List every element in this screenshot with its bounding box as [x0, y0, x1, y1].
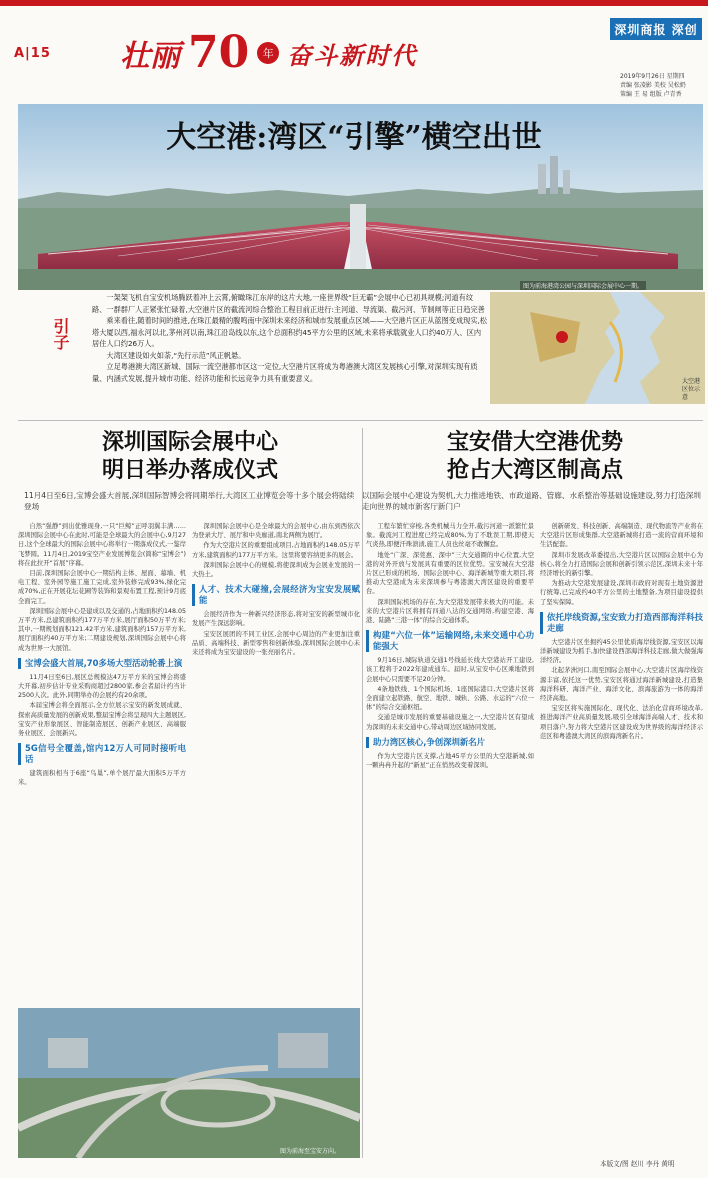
body-paragraph: 深圳国际会展中心的规模,将使深圳成为会展业发展的一大热土。	[192, 561, 360, 579]
banner-number: 70	[188, 27, 250, 78]
article-2-title-line: 宝安借大空港优势	[446, 429, 623, 455]
body-paragraph: 深圳国际会展中心是建成以及交通的,占地面积约148.05万平方米,总建筑面积约177万平方米,展厅面积50万平方米;其中,一期规划面积121.42平方米,建筑面积约157万平方米,展厅面积约40万平方米;二期建设规划,深圳国际会展中心将成为世界一大展馆。	[18, 607, 186, 652]
article-1-subtitle: 11月4日至6日,宝博会盛大首展,深圳国际智博会将同期举行,大湾区工业博览会等十多个展会将陆续登场	[24, 491, 355, 511]
body-paragraph: 本届宝博会将全面展示,全方位展示宝安的新发展成就、探索高质量发展的创新成果,整届宝博会将呈现四大主题展区,宝安产业形象展区、智能制造展区、创新产业展区、高端服务业展区、会展新兴。	[18, 702, 186, 738]
intro-paragraph: 立足粤港澳大湾区新城、国际一流空港都市区这一定位,大空港片区将成为粤港澳大湾区发展核心引擎,对深圳实现有质量、内涵式发展,提升城市功能、经济功能和长远竞争力具有重要意义。	[92, 362, 478, 383]
banner-year-badge: 年	[257, 42, 279, 64]
hero-caption: 图为前海港湾公园与深圳国际会展中心一期。	[520, 281, 646, 290]
byline: 本版文/图 赵川 李丹 黄明	[600, 1160, 675, 1168]
section-heading: 依托岸线资源,宝安致力打造西部海洋科技走廊	[540, 612, 703, 634]
article-1-column-2	[192, 522, 360, 658]
meta-line: 责编 张凌影 美校 吴松奶	[620, 82, 686, 89]
banner-word: 壮丽	[120, 39, 180, 74]
meta-line: 2019年9月26日 星期四	[620, 73, 685, 80]
section-heading: 构建“六位一体”运输网络,未来交通中心功能强大	[366, 630, 534, 652]
body-paragraph: 9月16日,城际轨道交通1号线延长线大空港站开工建设,该工程将于2022年建成通车。届时,从宝安中心区乘地铁到会展中心只需要不足20分钟。	[366, 657, 534, 683]
section-heading: 人才、技术大碰撞,会展经济为宝安发展赋能	[192, 584, 360, 606]
intro-paragraph: 一架架飞机自宝安机场腾跃着冲上云霄,俯瞰珠江东岸的这片大地,一座世界级“巨无霸”会展中心已初具规模;河道有纹路、一群群厂人正紧张忙碌着,大空港片区的截流河综合整治工程目前正进行:主河道、导流渠、截污河、节制闸等正日趋完善	[92, 293, 485, 314]
photo-caption: 图为前海至宝安方向。	[280, 1148, 341, 1155]
body-paragraph: 宝安区展团的不同工业区,会展中心周边的产业更加注重品质、高端科技、新型零售和创新体验,深圳国际会展中心未来还将成为宝安建设的一张亮丽名片。	[192, 630, 360, 657]
anniversary-banner	[120, 28, 490, 78]
body-paragraph: 北起茅洲河口,南至国际会展中心,大空港片区海岸线资源丰富,依托这一优势,宝安区将通过海洋新城建设,打造集海洋科研、海洋产业、海洋文化、滨海旅游为一体的海洋经济高地。	[540, 667, 703, 703]
map-caption: 大空港区位示意	[682, 378, 701, 401]
section-heading: 助力湾区核心,争创深圳新名片	[366, 737, 534, 748]
intro-paragraph: 大湾区建设如火如荼,“先行示范”风正帆悬。	[106, 350, 246, 360]
top-red-bar	[0, 0, 708, 6]
body-paragraph: 作为大空港片区的重要组成项目,占地面积约148.05万平方米,建筑面积约177万平方米。这里将要容纳更多的展会。	[192, 542, 360, 559]
body-paragraph: 建筑面积相当于6座“鸟巢”,单个展厅最大面积5万平方米。	[18, 770, 186, 787]
location-map	[490, 292, 705, 404]
article-2-title-line: 抢占大湾区制高点	[446, 457, 623, 483]
body-paragraph: 作为大空港片区支撑,占地45平方公里的大空港新城,如一颗冉冉升起的“新星“正在悄然改变着深圳。	[366, 752, 534, 770]
body-paragraph: 大空港片区坐拥约45公里优质海岸线资源,宝安区以海洋新城建设为抓手,加快建设西部海洋科技走廊,做大做强海洋经济。	[540, 638, 703, 665]
article-1-title-line: 明日举办落成仪式	[101, 457, 278, 483]
banner-slogan: 奋斗新时代	[287, 40, 418, 70]
article-1-column-1	[18, 522, 186, 789]
body-paragraph: 创新研发、科技创新、高端制造、现代物流等产业将在大空港片区形成集群,大空港新城将打造一流的营商环境和生活配套。	[540, 523, 703, 549]
body-paragraph: 深圳国际机场的存在,为大空港发展带来极大的可能。未来的大空港片区将拥有四通八达的交通网络,构建空港、海港、陆路“三港一体”的综合交通体系。	[366, 598, 534, 625]
body-paragraph: 目前,深圳国际会展中心一期结构主体、屋面、幕墙、机电工程、室外园等施工施工完成,室外装修完成93%,绿化完成70%,正在开展花坛花圃等装饰和景观布置工程,预计9月底全面完工。	[18, 570, 186, 605]
body-paragraph: 宝安区将实施国际化、现代化、法治化营商环境改革,推进海洋产业高质量发展,吸引全球海洋高端人才、技术和项目落户,努力将大空港片区建设成为世界级的海洋经济示范区和粤港澳大湾区的滨海湾新名片。	[540, 705, 703, 740]
body-paragraph: 深圳市发展改革委提出,大空港片区以国际会展中心为核心,将全力打造国际会展和创新引领示范区,深圳未来十年经济增长的新引擎。	[540, 551, 703, 578]
article-1-title-line: 深圳国际会展中心	[101, 429, 278, 455]
page-number: A|15	[14, 46, 51, 61]
body-paragraph: 自然“强静”到出优雅现身,一只“巨鲸”正呼羽翼丰满……深圳国际会展中心在此时,可能是全球最大的会展中心,9月27日,这个全球最大的国际会展中心将举行一期落成仪式,一鉴岸飞梦圆。11月4日,2019宝空产业发展博览会(简称“宝博会”)将在此拉开“首展”序幕。	[18, 523, 186, 567]
body-paragraph: 深圳国际会展中心是全球最大的会展中心,由东到西依次为登录大厅、展厅和中央廊道,南北两侧为展厅。	[192, 523, 360, 540]
intro-paragraph: 乘来看往,随着时间的推进,在珠江最精的腹鸣南中深圳未来经济和城市发展重点区域——大空港片区正从蓝图变成现实,松塔大厦以西,福永河以北,茅州河以南,珠江沿岛线以东,这个总面积约45平方公里的区域,未来将承载就业人口约40万人、区内居住人口约26万人。	[92, 316, 488, 348]
body-paragraph: 交通是城市发展的重要基础设施之一,大空港片区有望成为深圳的未来交通中心,带动周边区域协同发展。	[366, 714, 534, 731]
body-paragraph: 工程车繁忙穿梭,各类机械马力全开,截污河道一派繁忙景象。截流河工程进度已经完成80%,为了不耽误工期,即使天气炎热,即便汗珠溃渍,施工人员也丝毫不敢懈怠。	[366, 523, 534, 549]
intro-text	[92, 292, 487, 384]
body-paragraph: 为推动大空港发展建设,深圳市政府对现有土地资源进行统筹,已完成约40平方公里的土地整备,为项目建设提供了坚实保障。	[540, 580, 703, 606]
article-2-title	[370, 428, 700, 484]
intro-tag: 引子	[51, 318, 70, 350]
article-2-column-2	[540, 522, 703, 742]
article-2-column-1	[366, 522, 534, 771]
section-heading: 宝博会盛大首展,70多场大型活动轮番上演	[18, 658, 186, 669]
meta-line: 策编 王 易 组版 卢青香	[620, 91, 682, 98]
aerial-photo	[18, 1008, 360, 1158]
body-paragraph: 会展经济作为一种新兴经济形态,将对宝安的新型城市化发展产生深远影响。	[192, 611, 360, 628]
section-divider	[18, 420, 703, 421]
section-heading: 5G信号全覆盖,馆内12万人可同时接听电话	[18, 743, 186, 765]
interchange-illustration	[18, 1008, 360, 1158]
newspaper-logo: 深圳商报 深创	[610, 18, 702, 40]
body-paragraph: 4条地铁线、1个国际机场、1座国际港口,大空港片区将全面建立起铁路、航空、地铁、城轨、公路、水运的“六位一体”的综合交通枢纽。	[366, 685, 534, 712]
article-1-title	[30, 428, 350, 484]
article-2-subtitle: 以国际会展中心建设为契机,大力推进地铁、市政道路、管廊、水系整治等基础设施建设,努力打造深圳走向世界的城市新客厅新门户	[362, 491, 701, 511]
body-paragraph: 11月4日至6日,展区总规模达47万平方米的宝博会将盛大开幕,初步估计专业采购商超过2800家,参会者届计约当计2500人次。此外,同期举办的会展约有20余项。	[18, 673, 186, 700]
column-divider	[362, 428, 363, 1158]
body-paragraph: 地处“广深、深莞惠、深中”三大交通圈的中心位置,大空港的对外开放与发展具有重要的区位优势。宝安城在大空港片区已形成的机场、国际会展中心、海洋新城等重大项目,将推动大空港成为未来深圳参与粤港澳大湾区建设的重要平台。	[366, 551, 534, 596]
main-headline: 大空港:湾区“引擎”横空出世	[166, 120, 542, 155]
bay-area-map	[490, 292, 705, 404]
edition-meta	[620, 72, 705, 99]
